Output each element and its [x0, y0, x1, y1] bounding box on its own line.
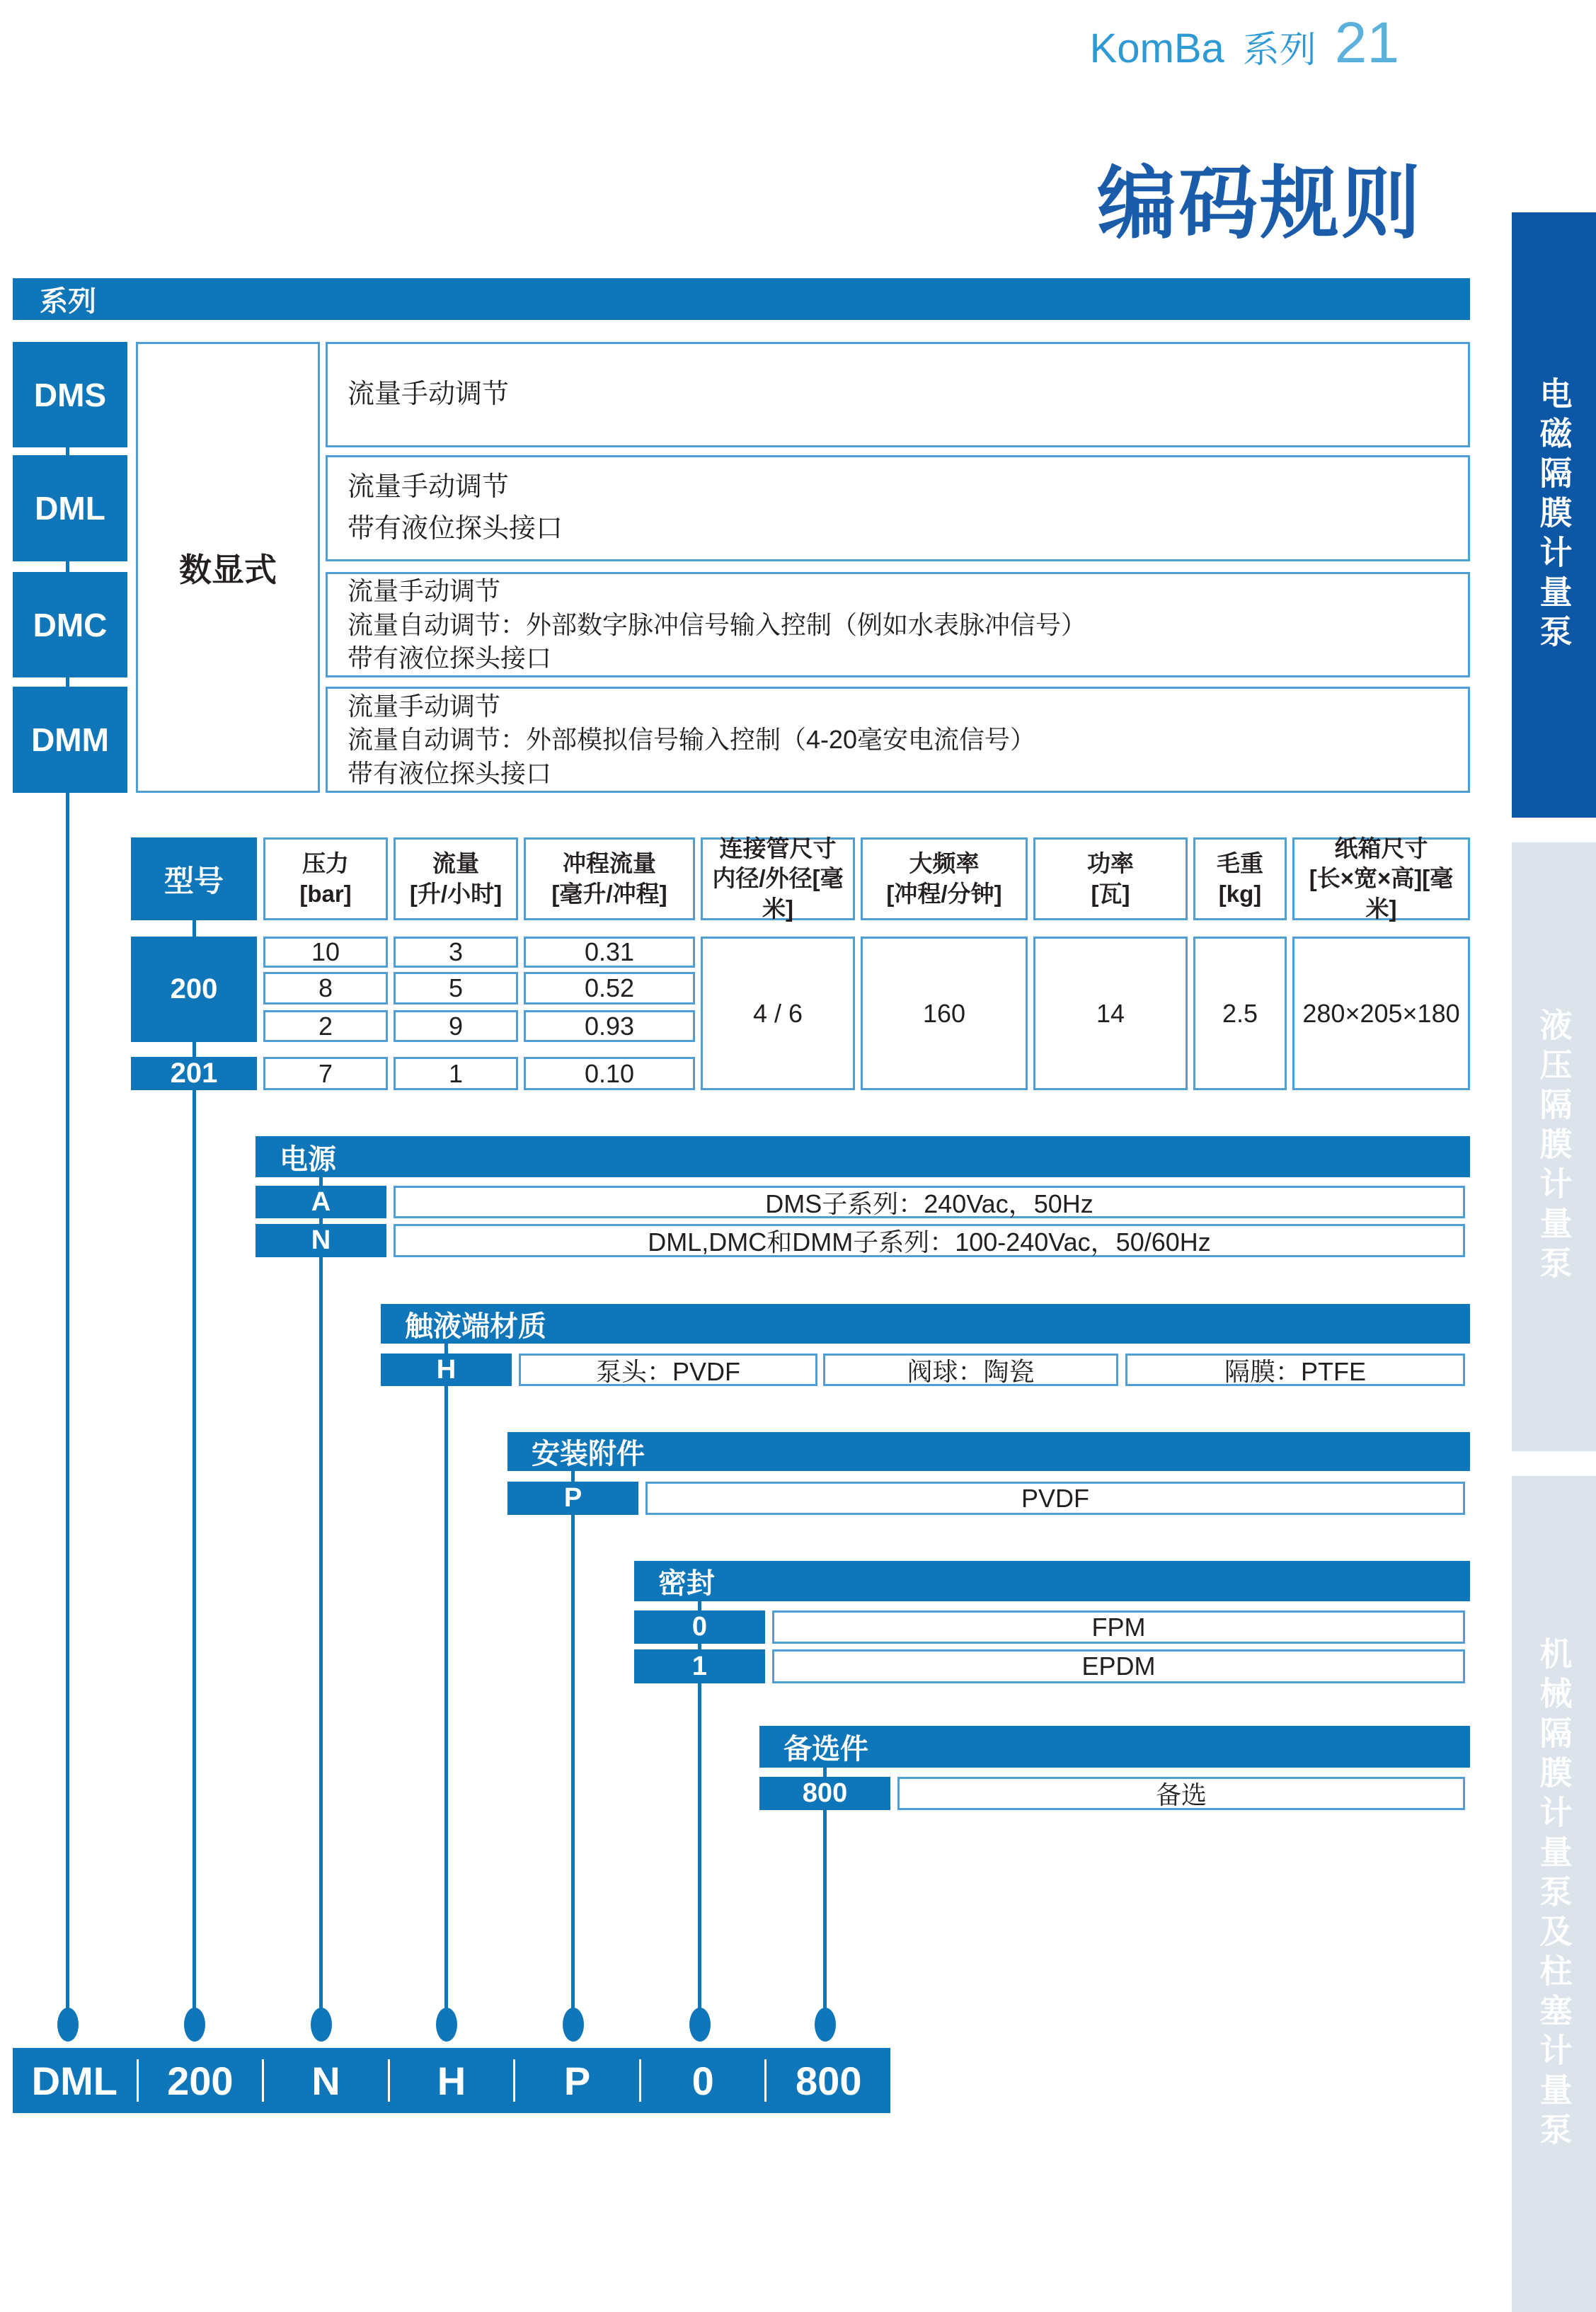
connector-dot: [815, 2008, 836, 2042]
stroke-volume-value: 0.93: [524, 1010, 695, 1042]
carton-size-value: 280×205×180: [1292, 937, 1470, 1090]
connector-line: [444, 1344, 448, 2030]
series-block-dmc: [13, 572, 127, 677]
code-bar: [13, 2048, 890, 2113]
seal-option-0-desc: FPM: [772, 1610, 1465, 1644]
mounting-option-p-key: [507, 1482, 638, 1515]
col-header-line: 连接管尺寸: [719, 835, 837, 862]
code-segment: DML: [31, 2058, 117, 2103]
model-200-cell: [131, 937, 257, 1042]
power-option-a-key: [256, 1186, 386, 1218]
max-frequency-value: 160: [861, 937, 1028, 1090]
connector-line: [66, 447, 69, 2030]
col-header-pipe-size: [701, 837, 855, 920]
sidebar-tab-electromagnetic-diaphragm-pump: [1512, 212, 1596, 818]
connector-dot: [184, 2008, 205, 2042]
desc-line: 带有液位探头接口: [348, 514, 563, 544]
series-block-dml: [13, 455, 127, 561]
series-desc-dmc: [326, 572, 1470, 677]
col-header-max-frequency: [861, 837, 1028, 920]
code-segment: 0: [691, 2058, 714, 2103]
material-diaphragm: 隔膜：PTFE: [1125, 1354, 1465, 1386]
model-label: 201: [170, 1058, 218, 1089]
col-header-line: 冲程流量: [563, 850, 656, 877]
code-segment: 200: [167, 2058, 234, 2103]
option-code: P: [563, 1483, 582, 1513]
model-201-cell: [131, 1057, 257, 1090]
flow-value: 5: [394, 972, 518, 1005]
option-code: A: [311, 1186, 331, 1217]
desc-line: 流量自动调节：外部模拟信号输入控制（4-20毫安电流信号）: [348, 725, 1036, 755]
stroke-volume-value: 0.10: [524, 1057, 695, 1090]
col-header-line: 大频率: [909, 850, 980, 877]
desc-line: 流量自动调节：外部数字脉冲信号输入控制（例如水表脉冲信号）: [348, 610, 1087, 639]
code-segment: N: [311, 2058, 340, 2103]
flow-value: 1: [394, 1057, 518, 1090]
series-bar-label: 系列: [40, 286, 96, 317]
sidebar-tab-hydraulic-diaphragm-pump: [1512, 842, 1596, 1451]
col-header-line: [长×宽×高][毫米]: [1309, 865, 1454, 922]
desc-line: 流量手动调节: [348, 379, 510, 410]
col-header-line: [瓦]: [1091, 880, 1130, 907]
pipe-size-value: 4 / 6: [701, 937, 855, 1090]
connector-dot: [689, 2008, 711, 2042]
power-section-header: [256, 1136, 1470, 1177]
page-header: [849, 10, 1399, 75]
option-code: 0: [691, 1612, 708, 1642]
seal-section-header: [634, 1561, 1470, 1601]
power-option-a-desc: DMS子系列：240Vac，50Hz: [394, 1186, 1465, 1218]
code-segment: 800: [796, 2058, 862, 2103]
pressure-value: 7: [263, 1057, 388, 1090]
material-section-header: [381, 1304, 1470, 1344]
connector-line: [319, 1177, 323, 2030]
sidebar-tab-label: 电磁隔膜计量泵: [1535, 376, 1573, 654]
pressure-value: 10: [263, 937, 388, 968]
series-code: DMM: [31, 721, 109, 758]
series-code: DML: [35, 490, 105, 527]
option-code: H: [436, 1354, 457, 1385]
col-header-line: [kg]: [1218, 880, 1262, 907]
desc-line: 带有液位探头接口: [348, 758, 552, 788]
col-header-line: [毫升/冲程]: [551, 880, 667, 907]
page-title: 编码规则: [1097, 159, 1423, 248]
series-desc-dml: [326, 455, 1470, 561]
section-title: 触液端材质: [405, 1310, 546, 1342]
option-code: 1: [691, 1651, 708, 1681]
sidebar-tab-label: 液压隔膜计量泵: [1535, 1008, 1573, 1286]
section-title: 安装附件: [532, 1438, 645, 1470]
optional-800-desc: 备选: [897, 1777, 1465, 1810]
optional-section-header: [759, 1726, 1470, 1768]
pressure-value: 8: [263, 972, 388, 1005]
pressure-value: 2: [263, 1010, 388, 1042]
sidebar-tab-mechanical-diaphragm-plunger-pump: [1512, 1476, 1596, 2312]
model-header-cell: [131, 837, 257, 920]
connector-dot: [57, 2008, 79, 2042]
col-header-line: 流量: [432, 850, 479, 877]
display-type-label: 数显式: [179, 551, 277, 588]
desc-line: 带有液位探头接口: [348, 643, 552, 673]
material-valve-ball: 阀球：陶瓷: [823, 1354, 1118, 1386]
section-title: 密封: [658, 1568, 715, 1599]
col-header-stroke-volume: [524, 837, 695, 920]
mounting-section-header: [507, 1432, 1470, 1471]
desc-line: 流量手动调节: [348, 576, 501, 606]
series-desc-dmm: [326, 687, 1470, 793]
series-section-bar: [13, 278, 1470, 320]
weight-value: 2.5: [1193, 937, 1287, 1090]
section-title: 备选件: [783, 1734, 868, 1765]
series-block-dms: [13, 342, 127, 447]
col-header-line: [升/小时]: [409, 880, 503, 907]
model-label: 200: [170, 973, 218, 1005]
col-header-pressure: [263, 837, 388, 920]
col-header-line: [冲程/分钟]: [886, 880, 1002, 907]
brand-text: KomBa: [1089, 25, 1224, 71]
desc-line: 流量手动调节: [348, 472, 510, 503]
col-header-line: 功率: [1087, 850, 1134, 877]
desc-line: 流量手动调节: [348, 691, 501, 721]
col-header-line: 毛重: [1217, 850, 1263, 877]
col-header-line: 纸箱尺寸: [1334, 835, 1428, 862]
option-code: 800: [802, 1778, 848, 1808]
optional-800-key: [759, 1777, 890, 1810]
mounting-option-p-desc: PVDF: [645, 1482, 1465, 1515]
power-option-n-desc: DML,DMC和DMM子系列：100-240Vac，50/60Hz: [394, 1224, 1465, 1257]
material-pump-head: 泵头：PVDF: [519, 1354, 817, 1386]
flow-value: 3: [394, 937, 518, 968]
seal-option-1-desc: EPDM: [772, 1649, 1465, 1683]
power-option-n-key: [256, 1224, 386, 1257]
connector-dot: [311, 2008, 332, 2042]
col-header-line: [bar]: [299, 880, 352, 907]
col-header-power: [1033, 837, 1188, 920]
code-segment: H: [437, 2058, 466, 2103]
connector-dot: [436, 2008, 457, 2042]
power-value: 14: [1033, 937, 1188, 1090]
seal-option-1-key: [634, 1649, 765, 1683]
brand-series-word: 系列: [1242, 30, 1316, 71]
sidebar-tab-label: 机械隔膜计量泵及柱塞计量泵: [1535, 1636, 1573, 2152]
col-header-weight: [1193, 837, 1287, 920]
series-desc-dms: [326, 342, 1470, 447]
series-code: DMC: [33, 606, 108, 643]
seal-option-0-key: [634, 1610, 765, 1644]
connector-dot: [563, 2008, 584, 2042]
option-code: N: [311, 1225, 331, 1255]
display-type-box: [136, 342, 320, 793]
col-header-carton-size: [1292, 837, 1470, 920]
series-block-dmm: [13, 687, 127, 793]
page-number: 21: [1334, 11, 1399, 75]
section-title: 电源: [280, 1143, 336, 1175]
material-option-h-key: [381, 1354, 512, 1386]
col-header-line: 内径/外径[毫米]: [712, 865, 844, 922]
stroke-volume-value: 0.52: [524, 972, 695, 1005]
col-header-flow: [394, 837, 518, 920]
series-code: DMS: [33, 376, 107, 413]
flow-value: 9: [394, 1010, 518, 1042]
connector-line: [571, 1471, 575, 2030]
col-header-line: 压力: [302, 850, 349, 877]
code-segment: P: [563, 2058, 591, 2103]
model-header-label: 型号: [163, 864, 224, 898]
stroke-volume-value: 0.31: [524, 937, 695, 968]
